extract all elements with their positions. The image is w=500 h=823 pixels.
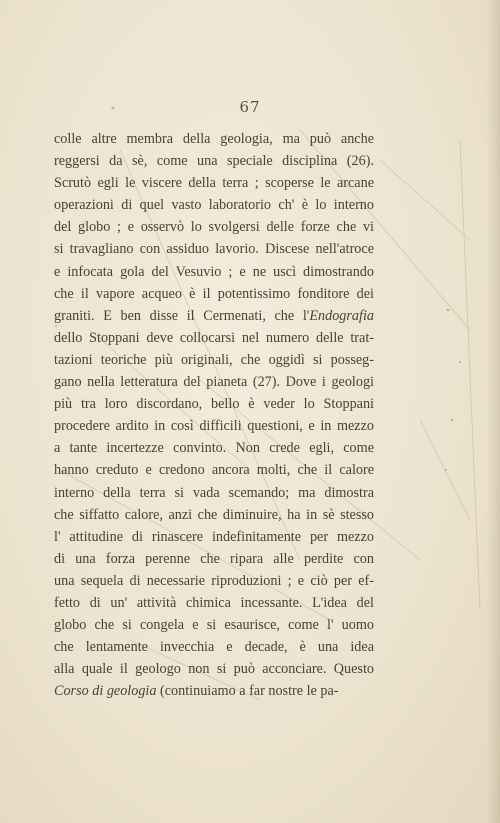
text-segment: (continuiamo a far nostre le pa- [156,683,339,700]
text-line [54,526,374,548]
text-line [54,548,374,570]
text-segment: a tante incertezze convinto. Non crede egli, come [54,440,374,457]
text-line [54,592,374,614]
text-line [54,658,374,680]
text-line [54,194,374,216]
body-text [54,128,374,702]
text-line [54,636,374,658]
text-segment: che il vapore acqueo è il potentissimo fonditore dei [54,285,374,302]
text-segment: alla quale il geologo non si può acconciare. Questo [54,661,374,678]
text-segment: colle altre membra della geologia, ma può anche [54,131,374,147]
text-line [54,415,374,437]
text-segment: si travagliano con assiduo lavorio. Discese nell'atroce [54,241,374,258]
text-line [54,437,374,459]
text-line [54,504,374,526]
text-segment: interno della terra si vada scemando; ma dimostra [54,484,374,501]
text-segment: operazioni di quel vasto laboratorio ch' è lo interno [54,197,374,214]
text-segment: dello Stoppani deve collocarsi nel numero delle trat- [54,329,374,346]
italic-text: Endografia [309,307,374,324]
text-segment: una sequela di necessarie riproduzioni ; e ciò per ef- [54,572,374,589]
text-segment: del globo ; e osservò lo svolgersi delle forze che vi [54,219,374,236]
text-segment: fetto di un' attività chimica incessante. L'idea del [54,594,374,611]
text-segment: e infocata gola del Vesuvio ; e ne uscì dimostrando [54,263,374,280]
text-line [54,459,374,481]
text-segment: più tra loro discordano, bello è veder lo Stoppani [54,396,374,413]
text-line [54,216,374,238]
text-segment: tazioni teoriche più originali, che oggidì si posseg- [54,351,374,368]
text-line [54,393,374,415]
text-segment: di una forza perenne che ripara alle perdite con [54,550,374,567]
page-number: 67 [239,98,261,116]
text-line [54,172,374,194]
text-segment: hanno creduto e credono ancora molti, che il calore [54,462,374,479]
text-line [54,680,374,702]
text-line [54,128,374,150]
italic-text: Corso di geologia [54,683,157,700]
text-segment: Scrutò egli le viscere della terra ; scoperse le arcane [54,175,374,192]
text-segment: reggersi da sè, come una speciale disciplina (26). [54,153,374,170]
text-line [54,261,374,283]
text-segment: l' attitudine di rinascere indefinitamente per mezzo [54,528,374,545]
text-line [54,283,374,305]
page-edge-shadow [486,0,500,823]
text-segment: graniti. E ben disse il Cermenati, che l' [54,307,310,324]
text-segment: che lentamente invecchia e decade, è una idea [54,639,374,656]
text-segment: globo che si congela e si esaurisce, come l' uomo [54,617,374,634]
text-line [54,150,374,172]
text-segment: gano nella letteratura del pianeta (27). Dove i geologi [54,374,374,391]
text-segment: procedere ardito in così difficili questioni, e in mezzo [54,418,374,435]
text-line [54,327,374,349]
text-line [54,570,374,592]
text-line [54,349,374,371]
text-line [54,305,374,327]
text-line [54,238,374,260]
text-segment: che siffatto calore, anzi che diminuire, ha in sè stesso [54,506,374,523]
text-line [54,371,374,393]
text-line [54,482,374,504]
text-line [54,614,374,636]
